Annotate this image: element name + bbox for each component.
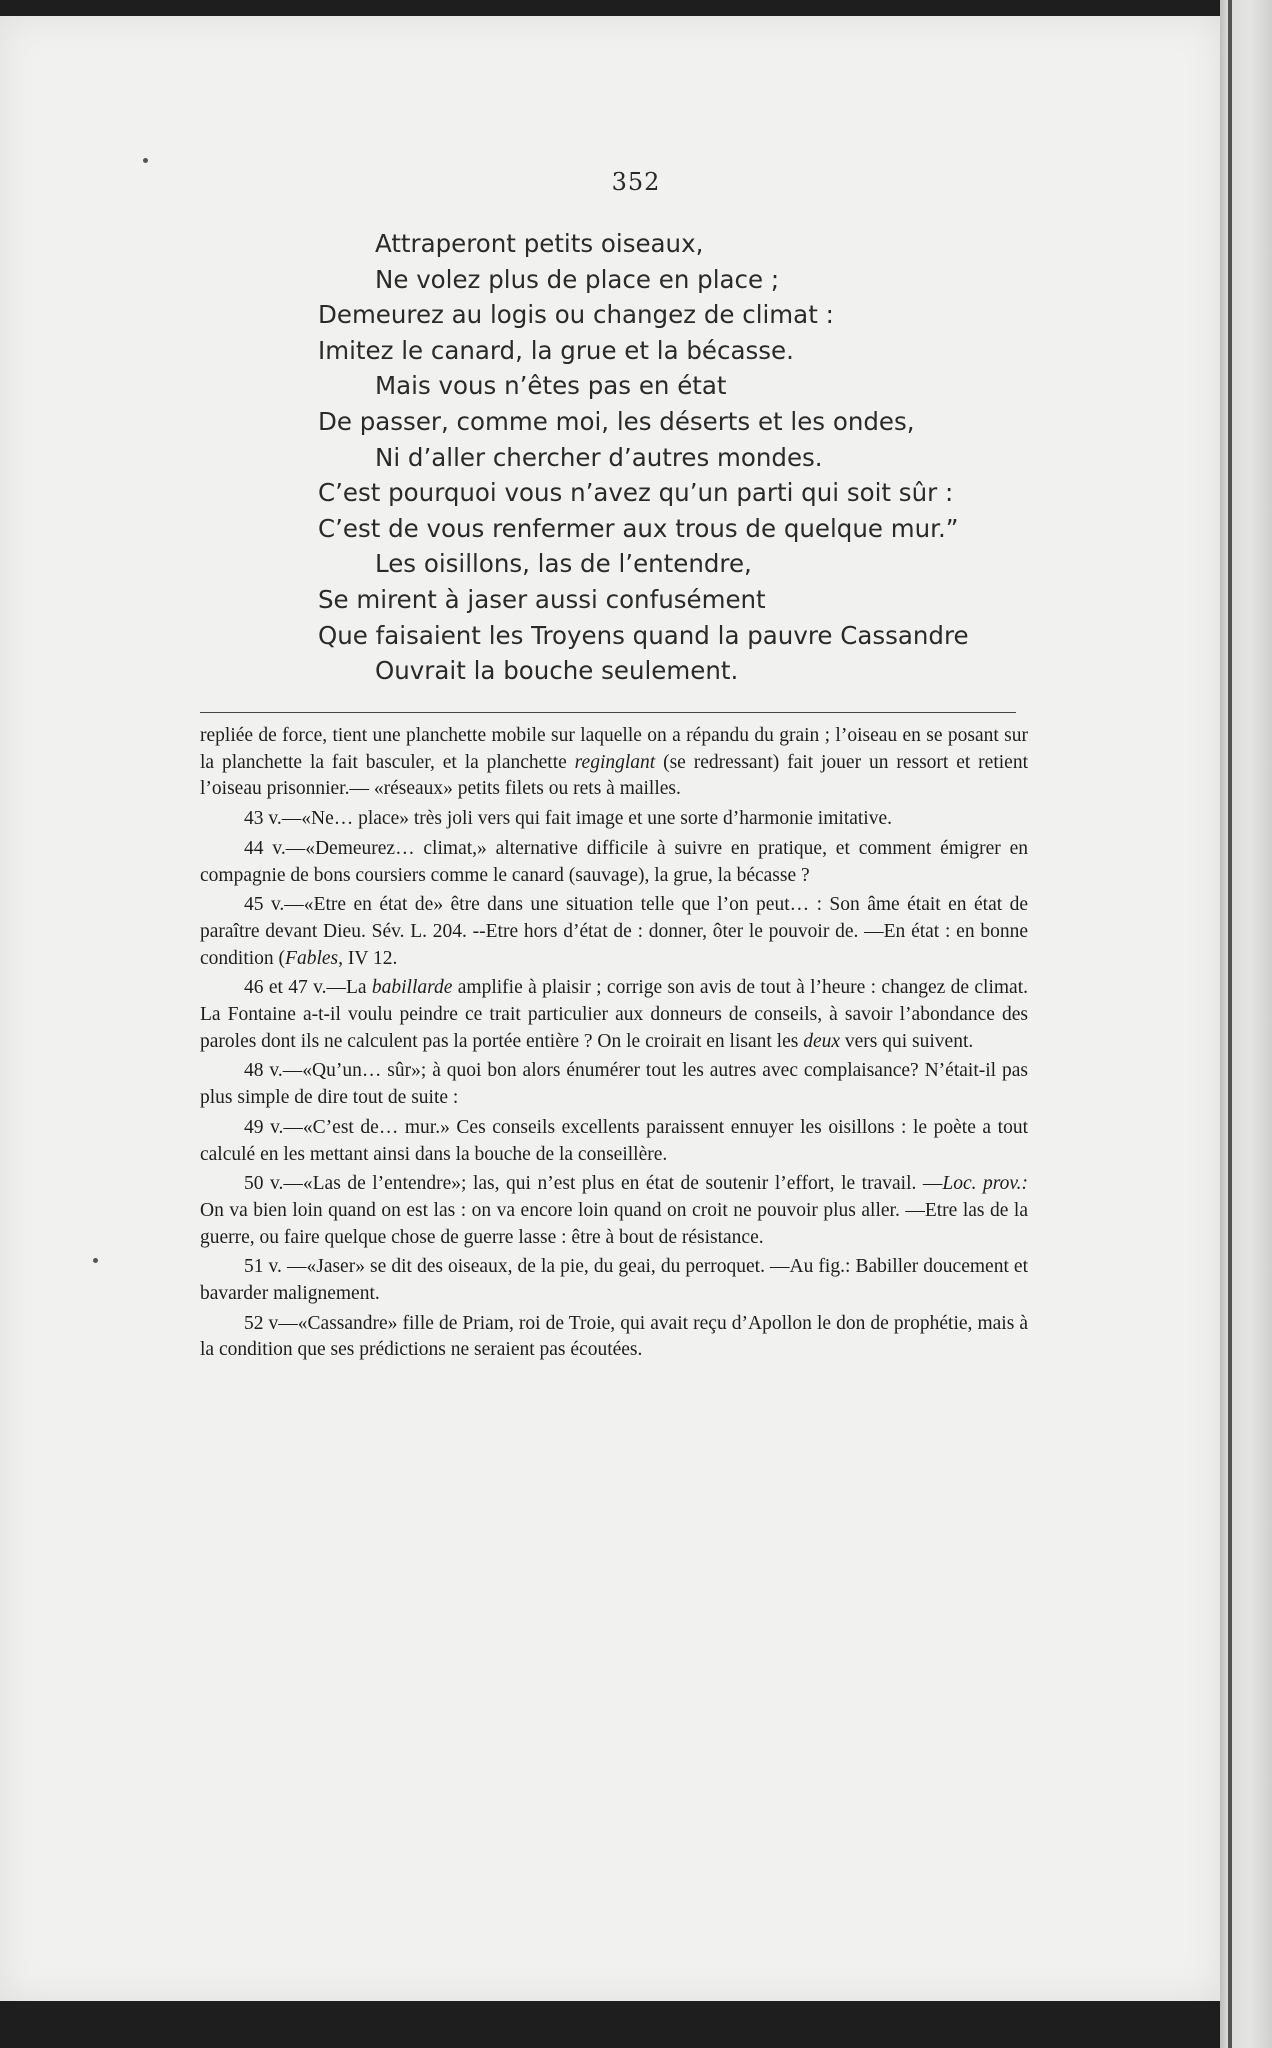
poem-verses	[318, 226, 1018, 689]
footnote-text: 52 v—«Cassandre» fille de Priam, roi de Troie, qui avait reçu d’Apollon le don de prophétie, mais à la condition que ses prédictions ne seraient pas écoutées.	[200, 1312, 1028, 1361]
footnote	[200, 806, 1028, 833]
footnote-text: amplifie à plaisir ; corrige son avis de tout à l’heure : changez de climat. La Fontaine a-t-il voulu peindre ce trait particulier aux donneurs de conseils, à savoir l’abondance des paroles dont ils ne calculent pas la portée entière ? On le croirait en lisant les	[200, 977, 1029, 1052]
poem-line: Ni d’aller chercher d’autres mondes.	[375, 442, 823, 472]
footnote	[200, 1311, 1028, 1364]
footnote	[200, 1058, 1028, 1111]
page-number: 352	[611, 168, 661, 196]
poem-line: Ne volez plus de place en place ;	[375, 264, 780, 294]
poem-line: Ouvrait la bouche seulement.	[375, 656, 739, 686]
footnote-text: (se redressant) fait jouer un ressort et retient l’oiseau prisonnier.— «réseaux» petits filets ou rets à mailles.	[200, 751, 1028, 800]
footnote-text: 45 v.—«Etre en état de» être dans une situation telle que l’on peut… : Son âme était en état de paraître devant Dieu. Sév. L. 204. --Etre hors d’état de : donner, ôter le pouvoir de. —En état : en bonne condition (	[200, 894, 1028, 969]
footnote-text: 48 v.—«Qu’un… sûr»; à quoi bon alors énumérer tout les autres avec complaisance? N’était-il pas plus simple de dire tout de suite :	[200, 1060, 1028, 1109]
footnote-text: 46 et 47 v.—La	[244, 977, 372, 999]
footnote-text: repliée de force, tient une planchette mobile sur laquelle on a répandu du grain ; l’oiseau en se posant sur la planchette la fait basculer, et la planchette	[200, 725, 1028, 773]
poem-line: C’est pourquoi vous n’avez qu’un parti qui soit sûr :	[318, 478, 954, 508]
footnote-italic-text: babillarde	[371, 977, 453, 999]
poem-line: Attraperont petits oiseaux,	[375, 229, 704, 258]
scan-speck	[93, 1258, 98, 1263]
footnote	[200, 836, 1028, 889]
poem-line: Mais vous n’êtes pas en état	[375, 371, 727, 401]
footnote	[200, 892, 1028, 972]
footnote-text: vers qui suivent.	[840, 1030, 974, 1052]
footnote-text: 51 v. —«Jaser» se dit des oiseaux, de la pie, du geai, du perroquet. —Au fig.: Babiller doucement et bavarder malignement.	[200, 1256, 1028, 1305]
poem-line: Les oisillons, las de l’entendre,	[375, 549, 752, 579]
footnote-italic-text: Fables,	[285, 947, 343, 969]
poem-line: Que faisaient les Troyens quand la pauvre Cassandre	[318, 620, 969, 650]
poem-line: Imitez le canard, la grue et la bécasse.	[318, 335, 794, 365]
footnote-italic-text: Loc. prov.:	[942, 1173, 1028, 1195]
footnote-italic-text: reginglant	[574, 751, 656, 773]
poem-line: De passer, comme moi, les déserts et les ondes,	[318, 406, 915, 436]
footnote-divider	[200, 712, 1016, 713]
footnote-text: 43 v.—«Ne… place» très joli vers qui fait image et une sorte d’harmonie imitative.	[244, 808, 893, 830]
footnote-text: 44 v.—«Demeurez… climat,» alternative difficile à suivre en pratique, et comment émigrer en compagnie de bons coursiers comme le canard (sauvage), la grue, la bécasse ?	[200, 837, 1028, 886]
footnote	[200, 1254, 1028, 1307]
footnote	[200, 975, 1028, 1055]
facing-page-edge	[1220, 0, 1272, 2048]
poem-line: Demeurez au logis ou changez de climat :	[318, 300, 834, 330]
poem-line: C’est de vous renfermer aux trous de quelque mur.”	[318, 513, 959, 543]
footnote-text: 49 v.—«C’est de… mur.» Ces conseils excellents paraissent ennuyer les oisillons : le poète a tout calculé en les mettant ainsi dans la bouche de la conseillère.	[200, 1116, 1028, 1165]
footnote-text: IV 12.	[342, 947, 398, 969]
footnotes	[200, 723, 1028, 1367]
footnote-text: 50 v.—«Las de l’entendre»; las, qui n’est plus en état de soutenir l’effort, le travail. —	[244, 1173, 943, 1195]
footnote	[200, 723, 1028, 803]
footnote	[200, 1171, 1028, 1251]
footnote-italic-text: deux	[803, 1030, 840, 1052]
footnote-text: On va bien loin quand on est las : on va encore loin quand on croit ne pouvoir plus aller. —Etre las de la guerre, ou faire quelque chose de guerre lasse : être à bout de résistance.	[200, 1199, 1028, 1248]
poem-line: Se mirent à jaser aussi confusément	[318, 584, 766, 614]
footnote	[200, 1115, 1028, 1168]
scan-speck	[143, 158, 148, 163]
